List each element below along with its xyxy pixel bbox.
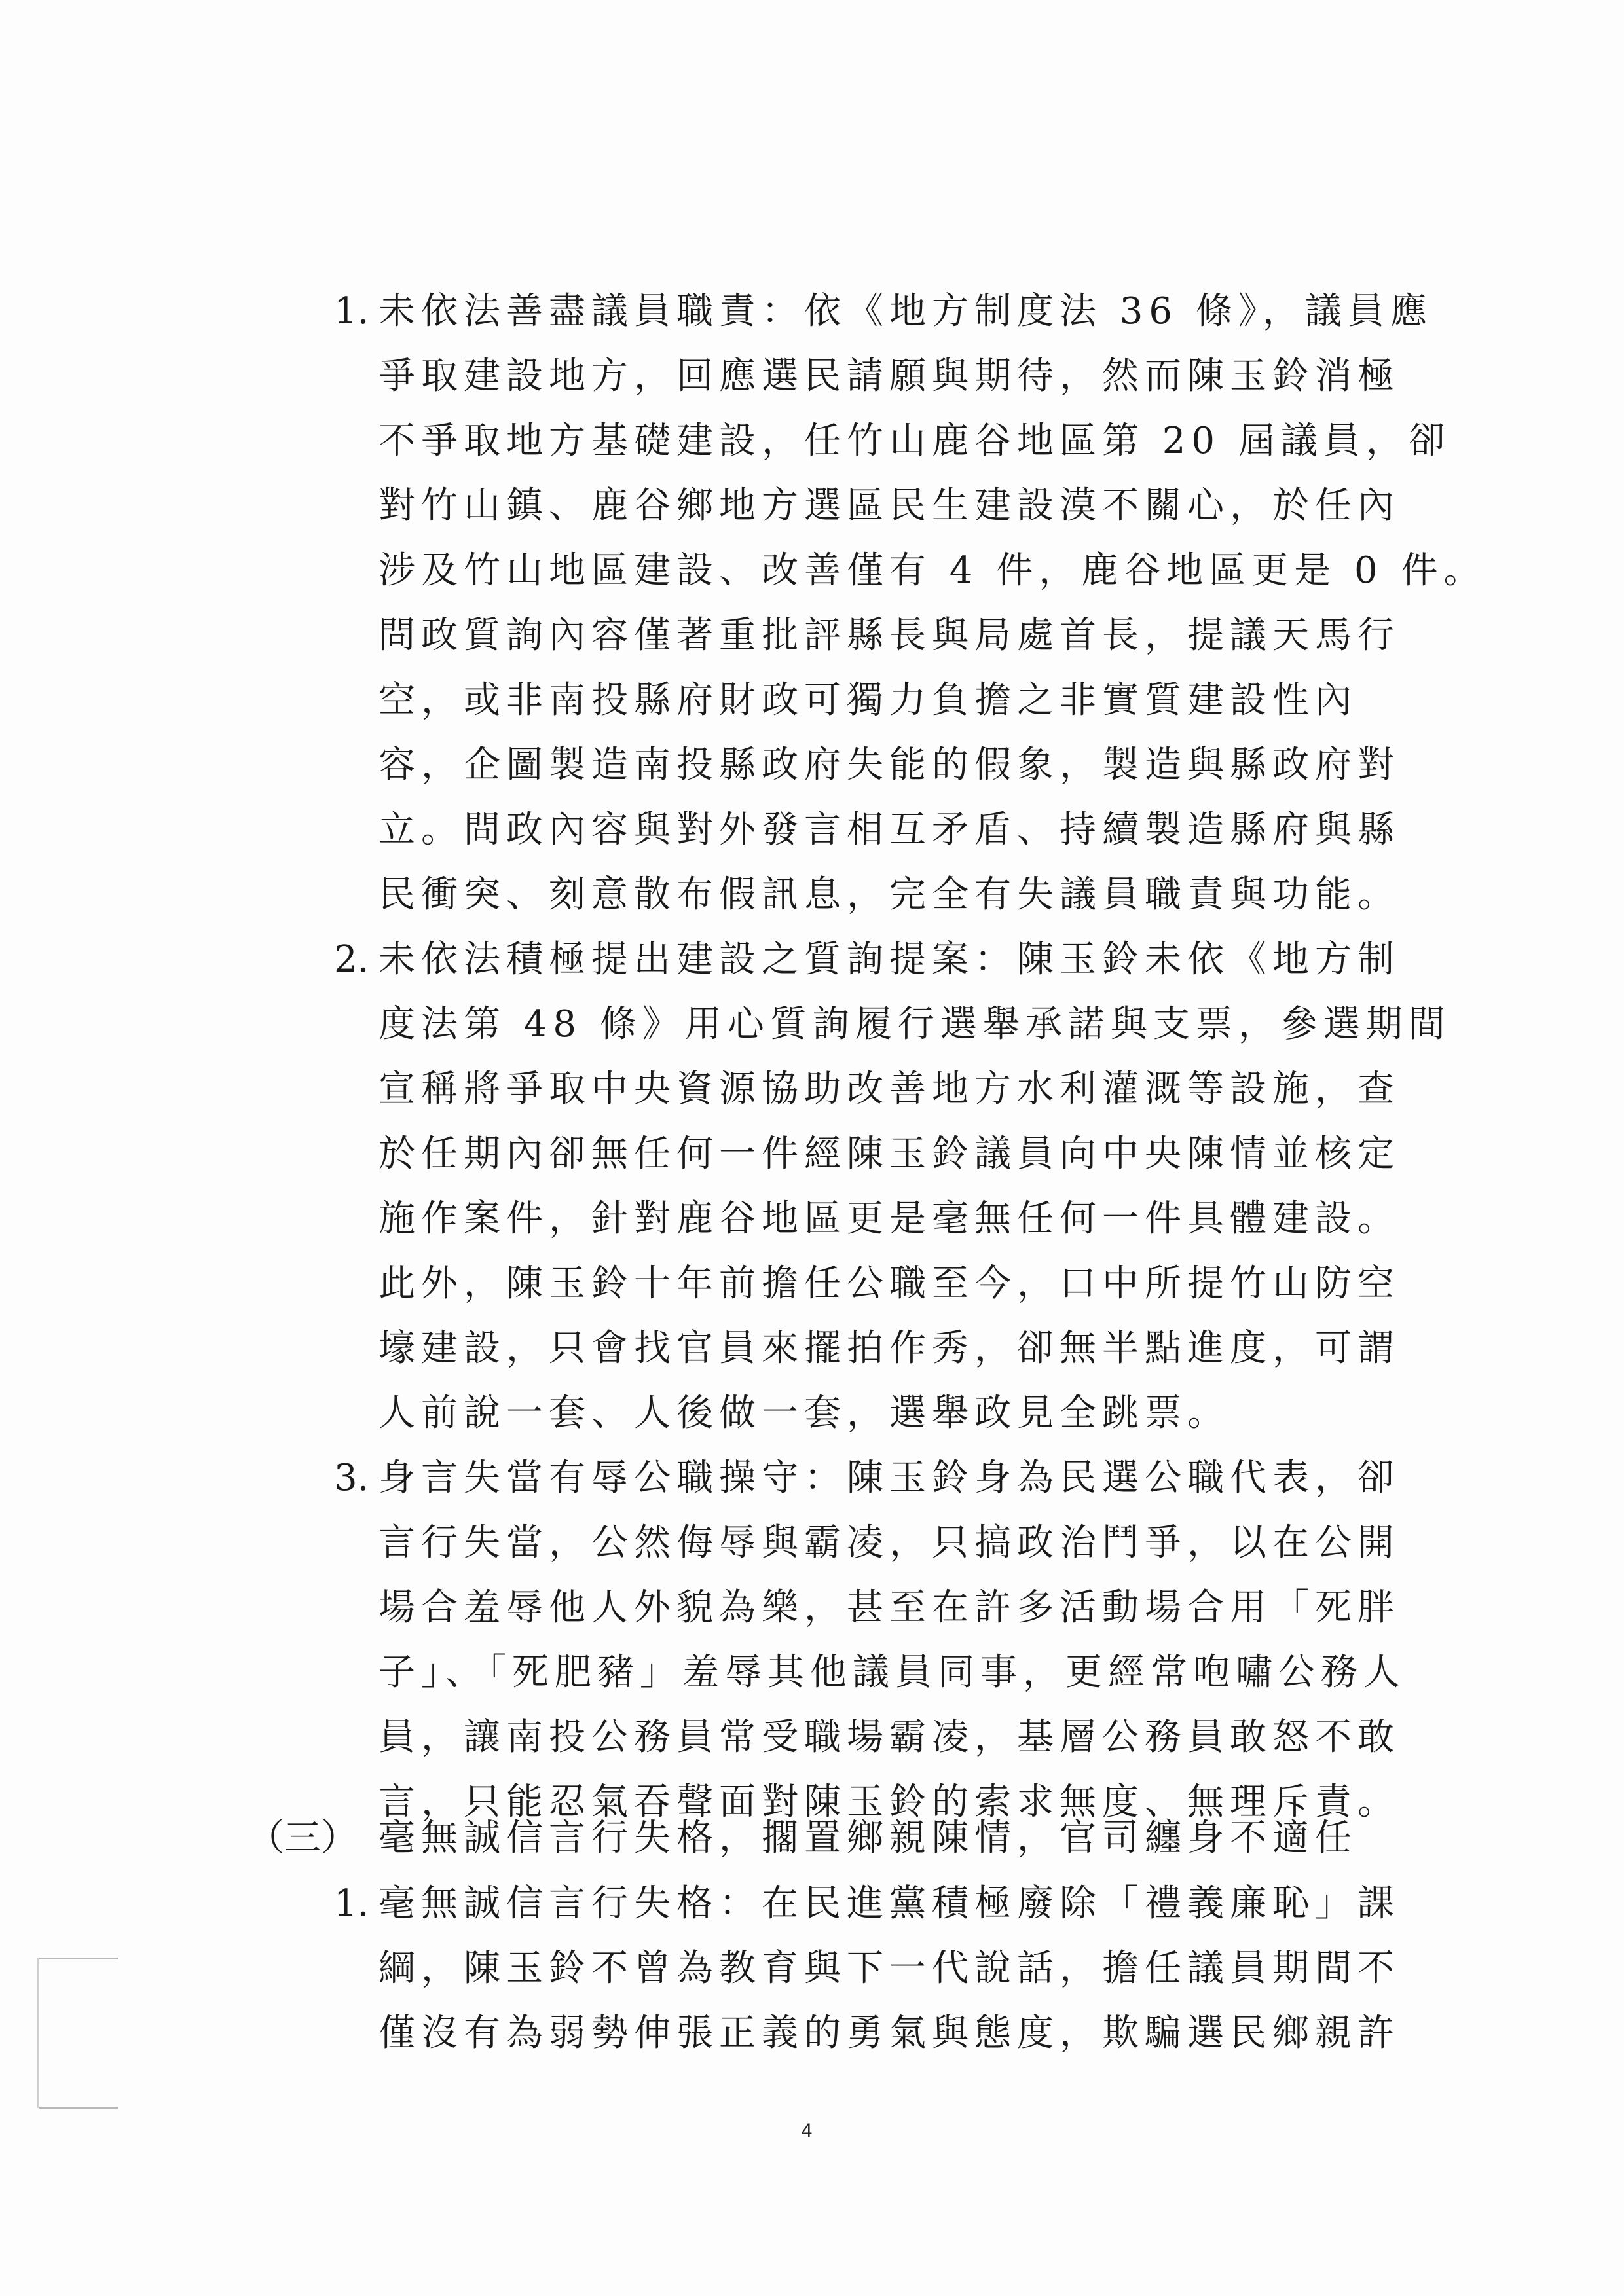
text-line: 立。問政內容與對外發言相互矛盾、持續製造縣府與縣	[378, 809, 1400, 851]
text-line: 對竹山鎮、鹿谷鄉地方選區民生建設漠不關心，於任內	[378, 484, 1400, 527]
text-line: 空，或非南投縣府財政可獨力負擔之非實質建設性內	[378, 679, 1357, 721]
text-line: 容，企圖製造南投縣政府失能的假象，製造與縣政府對	[378, 744, 1400, 786]
section-label: （三）	[248, 1817, 358, 1859]
text-line: 此外，陳玉鈴十年前擔任公職至今，口中所提竹山防空	[378, 1262, 1400, 1305]
text-line: 子」、「死肥豬」羞辱其他議員同事，更經常咆嘯公務人	[378, 1651, 1406, 1694]
text-line: 身言失當有辱公職操守：陳玉鈴身為民選公職代表，卻	[378, 1457, 1400, 1499]
text-line: 場合羞辱他人外貌為樂，甚至在許多活動場合用「死胖	[378, 1586, 1400, 1629]
text-line: 毫無誠信言行失格：在民進黨積極廢除「禮義廉恥」課	[378, 1882, 1400, 1925]
text-line: 問政質詢內容僅著重批評縣長與局處首長，提議天馬行	[378, 614, 1400, 657]
text-line: 爭取建設地方，回應選民請願與期待，然而陳玉鈴消極	[378, 355, 1400, 397]
list-item-1-number: 1.	[334, 290, 369, 333]
text-line: 壕建設，只會找官員來擺拍作秀，卻無半點進度，可謂	[378, 1327, 1400, 1370]
binding-mark-bottom	[39, 2107, 118, 2109]
text-line: 民衝突、刻意散布假訊息，完全有失議員職責與功能。	[378, 873, 1400, 916]
text-line: 不爭取地方基礎建設，任竹山鹿谷地區第 20 屆議員，卻	[378, 420, 1451, 462]
text-line: 涉及竹山地區建設、改善僅有 4 件，鹿谷地區更是 0 件。	[378, 549, 1486, 592]
text-line: 未依法積極提出建設之質詢提案：陳玉鈴未依《地方制	[378, 938, 1400, 981]
section-title: 毫無誠信言行失格，擱置鄉親陳情，官司纏身不適任	[378, 1817, 1357, 1859]
text-line: 施作案件，針對鹿谷地區更是毫無任何一件具體建設。	[378, 1197, 1400, 1240]
list-item-3-number: 3.	[334, 1457, 369, 1499]
page-number: 4	[801, 2120, 813, 2141]
list-item-2-number: 2.	[334, 938, 369, 981]
text-line: 言，只能忍氣吞聲面對陳玉鈴的索求無度、無理斥責。	[378, 1781, 1400, 1823]
text-line: 未依法善盡議員職責：依《地方制度法 36 條》，議員應	[378, 290, 1433, 333]
text-line: 綱，陳玉鈴不曾為教育與下一代說話，擔任議員期間不	[378, 1947, 1400, 1990]
binding-mark-top	[39, 1958, 118, 1959]
text-line: 言行失當，公然侮辱與霸凌，只搞政治鬥爭，以在公開	[378, 1522, 1400, 1564]
text-line: 員，讓南投公務員常受職場霸凌，基層公務員敢怒不敢	[378, 1716, 1400, 1758]
text-line: 宣稱將爭取中央資源協助改善地方水利灌溉等設施，查	[378, 1068, 1400, 1110]
sub-list-item-1-number: 1.	[334, 1882, 369, 1925]
text-line: 度法第 48 條》用心質詢履行選舉承諾與支票，參選期間	[378, 1003, 1451, 1046]
text-line: 於任期內卻無任何一件經陳玉鈴議員向中央陳情並核定	[378, 1133, 1400, 1175]
binding-mark-vertical	[37, 1958, 39, 2108]
text-line: 僅沒有為弱勢伸張正義的勇氣與態度，欺騙選民鄉親許	[378, 2012, 1400, 2054]
text-line: 人前說一套、人後做一套，選舉政見全跳票。	[378, 1392, 1230, 1434]
